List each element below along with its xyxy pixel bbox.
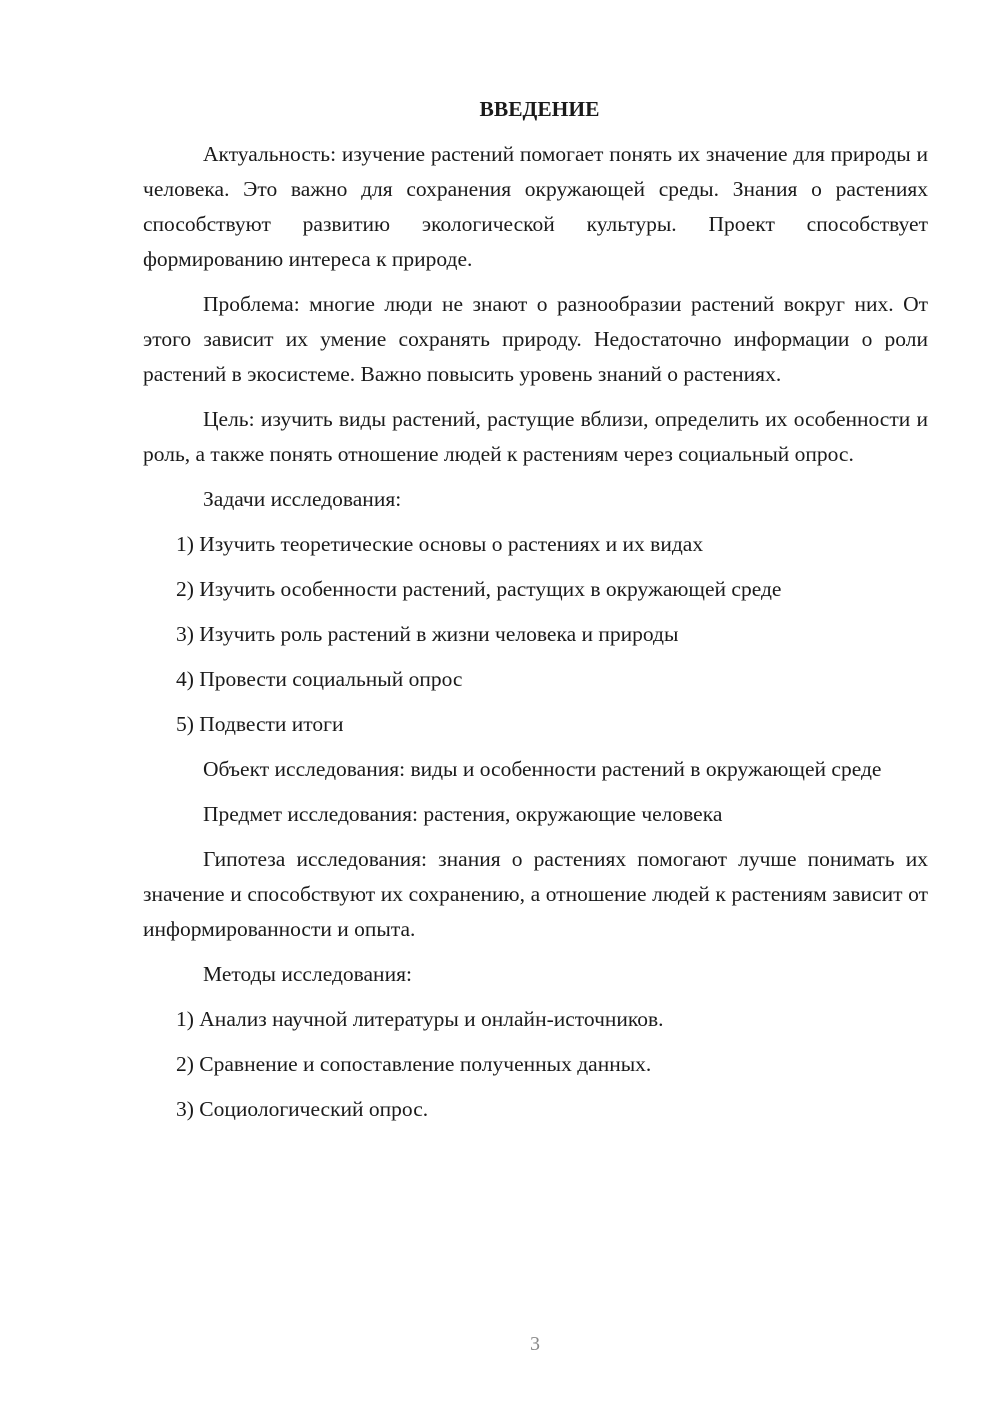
task-item: 5) Подвести итоги bbox=[176, 712, 344, 736]
task-item: 2) Изучить особенности растений, растущих в окружающей среде bbox=[176, 577, 782, 601]
goal-paragraph: Цель: изучить виды растений, растущие вблизи, определить их особенности и роль, а также понять отношение людей к растениям через социальный опрос. bbox=[143, 407, 928, 466]
section-title: ВВЕДЕНИЕ bbox=[479, 97, 600, 121]
subject-paragraph: Предмет исследования: растения, окружающие человека bbox=[203, 802, 723, 826]
method-item: 3) Социологический опрос. bbox=[176, 1097, 429, 1121]
tasks-heading: Задачи исследования: bbox=[203, 487, 402, 511]
object-paragraph: Объект исследования: виды и особенности растений в окружающей среде bbox=[203, 757, 882, 781]
task-item: 3) Изучить роль растений в жизни человека и природы bbox=[176, 622, 679, 646]
hypothesis-paragraph: Гипотеза исследования: знания о растениях помогают лучше понимать их значение и способствуют их сохранению, а отношение людей к растениям зависит от информированности и опыта. bbox=[143, 847, 928, 941]
task-item: 1) Изучить теоретические основы о растениях и их видах bbox=[176, 532, 704, 556]
methods-heading: Методы исследования: bbox=[203, 962, 412, 986]
method-item: 1) Анализ научной литературы и онлайн-источников. bbox=[176, 1007, 664, 1031]
relevance-paragraph: Актуальность: изучение растений помогает понять их значение для природы и человека. Это важно для сохранения окружающей среды. Знания о растениях способствуют развитию экологической культуры. Проект способствует формированию интереса к природе. bbox=[143, 142, 928, 271]
document-page bbox=[143, 92, 928, 1137]
page-number: 3 bbox=[530, 1333, 540, 1355]
method-item: 2) Сравнение и сопоставление полученных данных. bbox=[176, 1052, 652, 1076]
task-item: 4) Провести социальный опрос bbox=[176, 667, 463, 691]
problem-paragraph: Проблема: многие люди не знают о разнообразии растений вокруг них. От этого зависит их умение сохранять природу. Недостаточно информации о роли растений в экосистеме. Важно повысить уровень знаний о растениях. bbox=[143, 292, 928, 386]
